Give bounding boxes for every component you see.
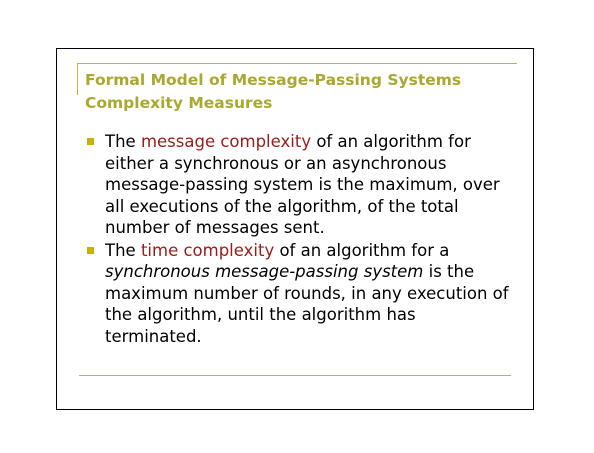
- term-time-complexity: time complexity: [140, 240, 275, 260]
- bullet-item-time-complexity: [83, 240, 515, 348]
- slide-title: [85, 69, 461, 115]
- slide-title-line-1: Formal Model of Message-Passing Systems: [85, 71, 462, 89]
- footer-divider: [79, 375, 511, 376]
- term-message-complexity: message complexity: [140, 132, 312, 151]
- bullet-text-rest: is the maximum number of rounds, in any execution of the algorithm, until the algorithm has terminated.: [105, 262, 509, 346]
- slide-subtitle: Complexity Measures: [85, 94, 273, 112]
- bullet-list: [83, 131, 515, 348]
- italic-synchronous-system: synchronous message-passing system: [105, 262, 424, 281]
- square-bullet-icon: [87, 138, 94, 145]
- bullet-text-lead: The: [105, 240, 141, 260]
- square-bullet-icon: [87, 247, 94, 254]
- slide-frame: [56, 48, 534, 410]
- bullet-text-lead: The: [105, 132, 141, 151]
- bullet-text-mid: of an algorithm for a: [274, 240, 450, 260]
- bullet-text-rest: of an algorithm for either a synchronous or an asynchronous message-passing system is the maximum, over all executions of the algorithm, of the total number of messages sent.: [105, 132, 500, 237]
- bullet-item-message-complexity: [83, 131, 515, 239]
- title-decoration-top-line: [77, 63, 517, 64]
- title-decoration-left-line: [77, 63, 78, 95]
